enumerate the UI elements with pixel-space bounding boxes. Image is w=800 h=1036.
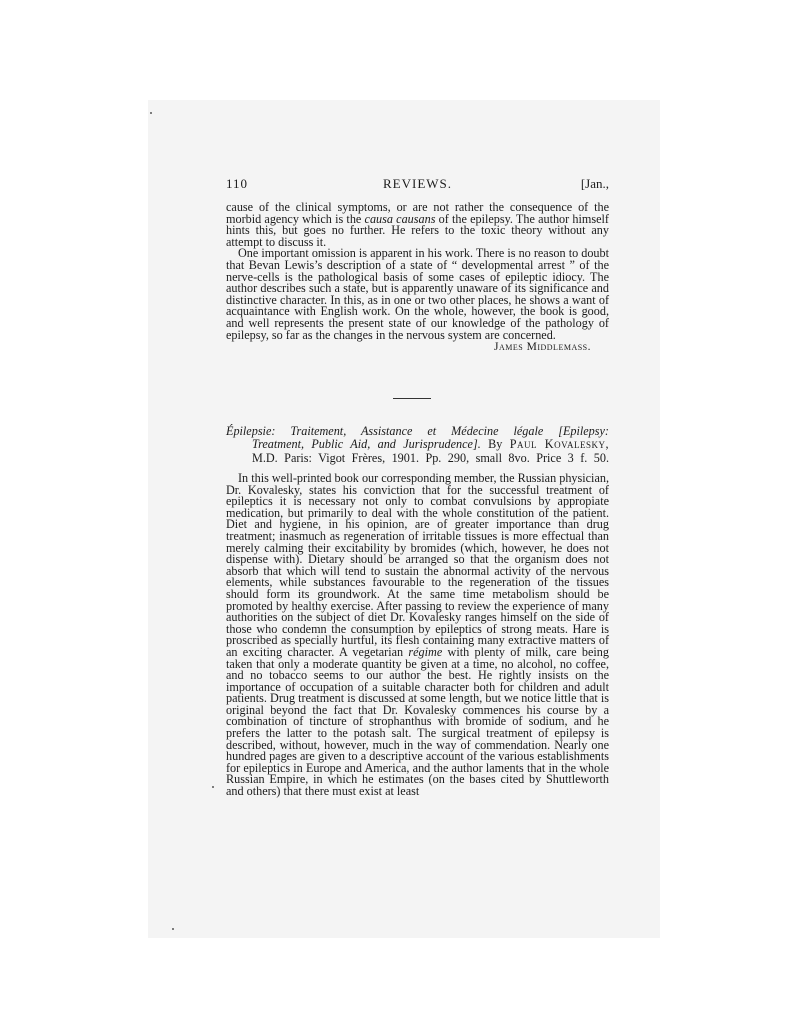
review-1-paragraph-2: One important omission is apparent in his work. There is no reason to doubt that Bevan Lewis’s description of a state of “ developmental arrest ” of the nerve-cells is the pathological basis of some cases of epileptic idiocy. The author describes such a state, but is apparently unaware of its significance and distinctive character. In this, as in one or two other places, he shows a want of acquaintance with English work. On the whole, however, the book is good, and well represents the present state of our knowledge of the pathology of epilepsy, so far as the changes in the nervous system are concerned. [226, 246, 609, 342]
book-title-translation: Treatment, Public Aid, and Jurisprudence]. [252, 437, 481, 452]
book-title: Épilepsie: Traitement, Assistance et Médecine légale [Epilepsy: [226, 424, 609, 438]
review-2-body: In this well-printed book our corresponding member, the Russian physician, Dr. Kovalesky, states his conviction that for the successful treatment of epileptics it is necessary not only to combat convulsions by appropiate medication, but primarily to deal with the whole constitution of the patient. Diet and hygiene, in his opinion, are of greater importance than drug treatment; inasmuch as regeneration of irritable tissues is more effectual than merely calming their excitability by bromides (which, however, he does not dispense with). Dietary should be arranged so that the organism does not absorb that which will tend to sustain the abnormal activity of the nervous elements, while substances favourable to the regeneration of the tissues should form its groundwork. At the same time metabolism should be promoted by healthy exercise. After passing to review the experience of many authorities on the subject of diet Dr. Kovalesky ranges himself on the side of those who condemn the consumption by epileptics of strong meats. Hare is proscribed as specially hurtful, its flesh containing many extractive matters of an exciting character. A vegetarian régime with plenty of milk, care being taken that only a moderate quantity be given at a time, no alcohol, no coffee, and no tobacco seems to our author the best. He rightly insists on the importance of occupation of a suitable character both for children and adult patients. Drug treatment is discussed at some length, but we notice little that is original beyond the fact that Dr. Kovalesky commences his course by a combination of tincture of strophanthus with bromide of sodium, and he prefers the latter to the potash salt. The surgical treatment of epilepsy is described, without, however, much in the way of commendation. Nearly one hundred pages are given to a descriptive account of the various establishments for epileptics in Europe and America, and the author laments that in the whole Russian Empire, in which he estimates (on the bases cited by Shuttleworth and others) that there must exist at least [226, 471, 609, 799]
review-1 [226, 202, 609, 353]
scan-speck [172, 928, 174, 930]
reviewer-signature: James Middlemass. [494, 341, 591, 354]
running-header [226, 176, 609, 194]
scan-speck [150, 112, 152, 114]
book-citation: Épilepsie: Traitement, Assistance et Médecine légale [Epilepsy: Treatment, Public Aid, and Jurisprudence]. By Paul Kovalesky, M.D. Paris: Vigot Frères, 1901. Pp. 290, small 8vo. Price 3 f. 50. [226, 424, 609, 465]
running-title: REVIEWS. [382, 176, 453, 191]
issue-date: [Jan., [580, 176, 609, 191]
review-2 [226, 473, 609, 798]
scan-speck [212, 786, 214, 788]
review-1-paragraph-1: cause of the clinical symptoms, or are not rather the consequence of the morbid agency which is the causa causans of the epilepsy. The author himself hints this, but goes no further. He refers to the toxic theory without any attempt to discuss it. [226, 200, 609, 249]
section-divider [393, 398, 431, 399]
book-author: Paul Kovalesky, [509, 437, 609, 452]
publication-details: M.D. Paris: Vigot Frères, 1901. Pp. 290, small 8vo. Price 3 f. 50. [252, 450, 609, 465]
page-number: 110 [226, 176, 249, 191]
